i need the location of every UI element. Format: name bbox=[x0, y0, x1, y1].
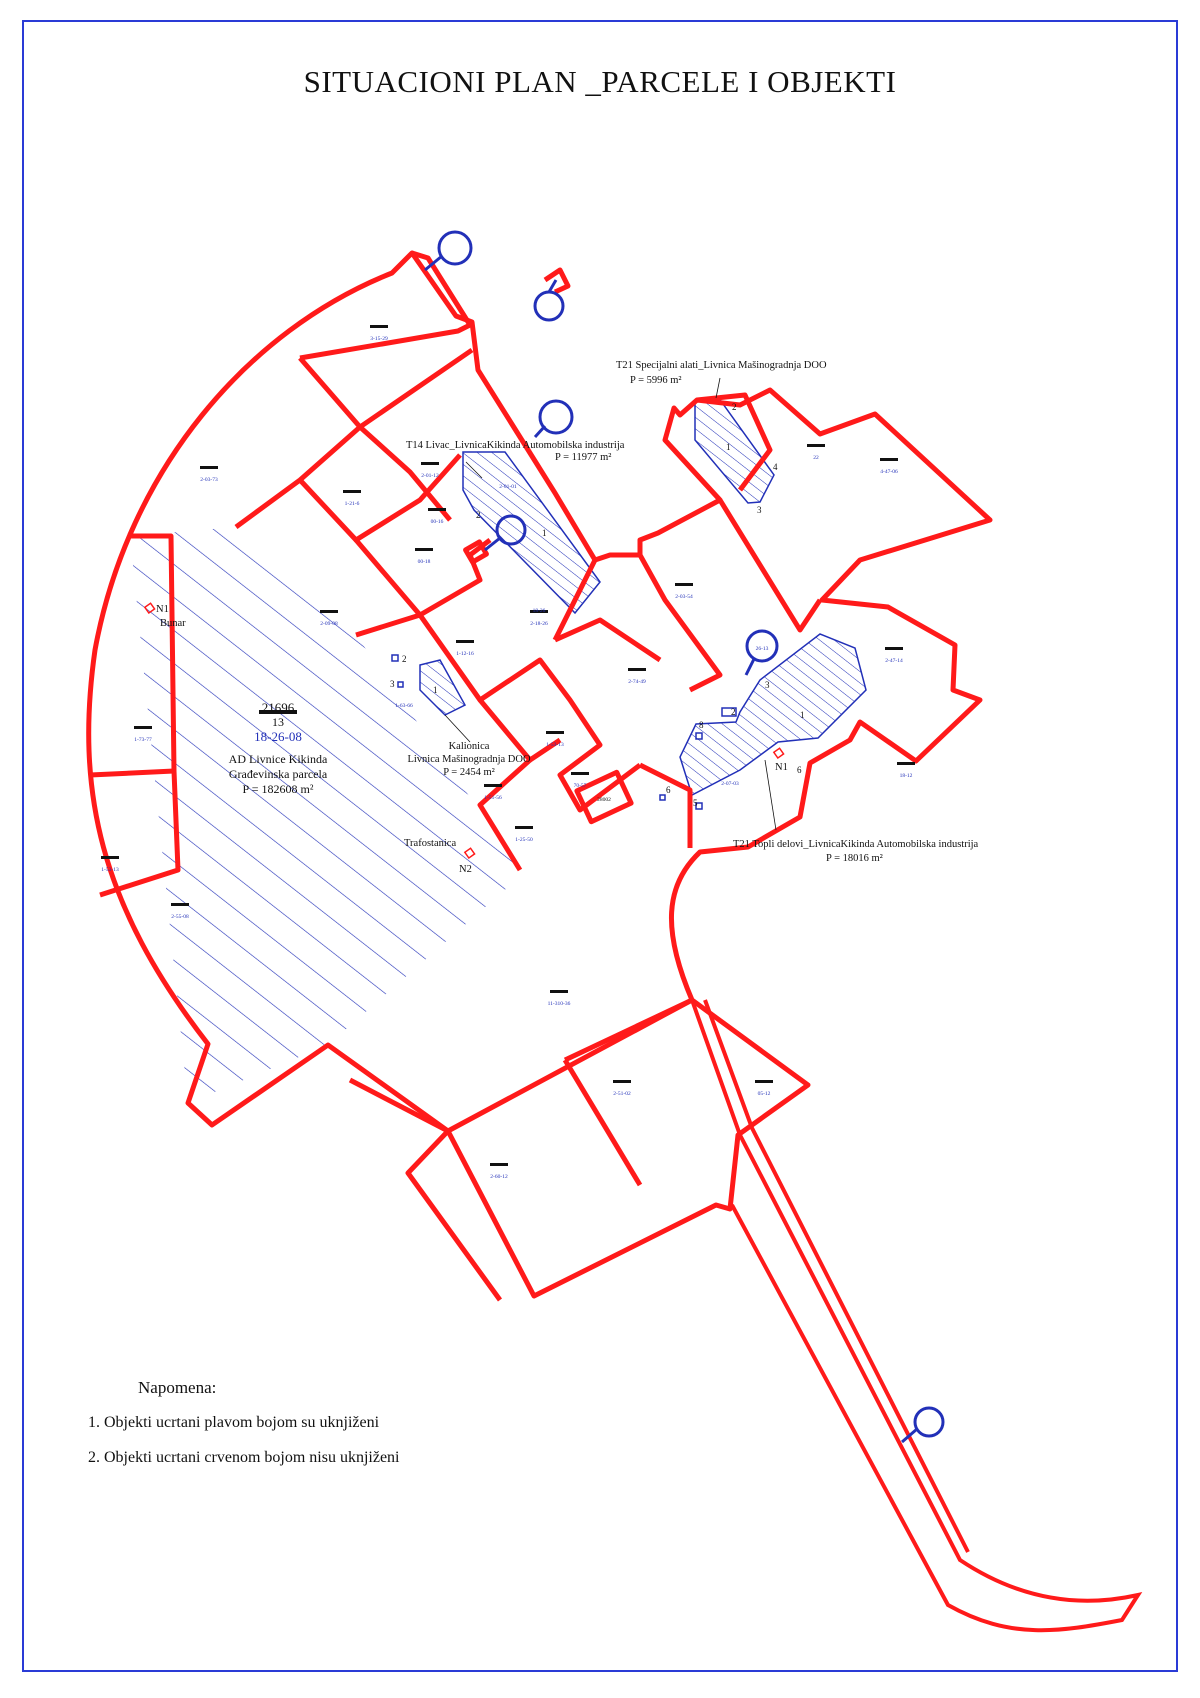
parcel-line-i bbox=[555, 620, 660, 660]
note-item-1: 1. Objekti ucrtani plavom bojom su uknjiženi bbox=[88, 1414, 380, 1431]
parcel-num-16 bbox=[807, 444, 825, 447]
main-parcel-owner: AD Livnice Kikinda bbox=[228, 752, 328, 766]
parcel-code-20: 2-47-14 bbox=[885, 658, 903, 664]
parcel-num-2 bbox=[200, 466, 218, 469]
obj-num-alati-1: 1 bbox=[726, 442, 731, 452]
parcel-line-d bbox=[356, 540, 490, 615]
n1-right-marker bbox=[774, 748, 784, 758]
parcel-code-10: 1-63-66 bbox=[395, 703, 413, 709]
parcel-code-21: 18-12 bbox=[899, 773, 913, 779]
parcel-num-13 bbox=[515, 826, 533, 829]
road-strip-inner bbox=[705, 1000, 968, 1552]
parcel-num-22 bbox=[171, 903, 189, 906]
obj-num-kal-3: 3 bbox=[390, 679, 395, 689]
parcel-code-16: 2-74-49 bbox=[628, 679, 646, 685]
parcel-code-1: 2-03-73 bbox=[200, 477, 218, 483]
obj-num-topli-8: 8 bbox=[699, 720, 704, 730]
note-item-2: 2. Objekti ucrtani crvenom bojom nisu uknjiženi bbox=[88, 1449, 400, 1466]
obj-num-topli-6: 6 bbox=[666, 785, 671, 795]
parcel-num-5 bbox=[428, 508, 446, 511]
obj-num-t14-2: 2 bbox=[476, 510, 481, 520]
parcel-line-b bbox=[300, 455, 460, 540]
parcel-code-27: 05-12 bbox=[757, 1091, 771, 1097]
parcel-code-4: 2-01-01 bbox=[499, 484, 517, 490]
t14-area: P = 11977 m² bbox=[555, 452, 612, 463]
bunar-label: Bunar bbox=[160, 618, 186, 629]
parcel-code-12: 1-53-13 bbox=[546, 742, 564, 748]
callout-arrow-t14 bbox=[535, 426, 545, 437]
parcel-line-k bbox=[640, 555, 720, 690]
trafostanica-label: Trafostanica bbox=[404, 838, 457, 849]
parcel-num-24 bbox=[613, 1080, 631, 1083]
parcel-code-14: 1-51-56 bbox=[484, 795, 502, 801]
t21-alati-area: P = 5996 m² bbox=[630, 375, 682, 386]
bunar-id: N1 bbox=[156, 604, 169, 615]
main-parcel-code: 18-26-08 bbox=[254, 729, 302, 744]
parcel-num-17 bbox=[880, 458, 898, 461]
parcel-num-3 bbox=[343, 490, 361, 493]
parcel-line-t bbox=[565, 1000, 692, 1060]
obj-num-kal-2: 2 bbox=[402, 654, 407, 664]
parcel-num-12 bbox=[484, 784, 502, 787]
parcel-code-13: 70-57 bbox=[573, 783, 587, 789]
notes-heading: Napomena: bbox=[138, 1378, 217, 1397]
obj-num-topli-3: 3 bbox=[765, 680, 770, 690]
parcel-code-8: 1-12-16 bbox=[456, 651, 474, 657]
parcel-code-28: 2-60-12 bbox=[490, 1174, 508, 1180]
parcel-num-4 bbox=[421, 462, 439, 465]
parcel-code-19: 4-47-06 bbox=[880, 469, 898, 475]
t21-alati-name: T21 Specijalni alati_Livnica Mašinogradnja DOO bbox=[616, 360, 827, 371]
parcel-line-r bbox=[565, 1060, 640, 1185]
parcel-num-8 bbox=[456, 640, 474, 643]
main-parcel-number: 21696 bbox=[261, 700, 295, 715]
parcel-num-25 bbox=[755, 1080, 773, 1083]
obj-num-right-0: 6 bbox=[797, 765, 802, 775]
obj-num-alati-4: 4 bbox=[773, 462, 778, 472]
small-object-6 bbox=[660, 795, 665, 800]
parcel-line-a bbox=[236, 427, 360, 527]
main-parcel-area: P = 182608 m² bbox=[242, 782, 314, 796]
parcel-num-20 bbox=[134, 726, 152, 729]
parcel-code-25: 11-310-36 bbox=[547, 1001, 571, 1007]
callout-circle-top2 bbox=[535, 292, 563, 320]
obj-num-alati-3: 3 bbox=[757, 505, 762, 515]
parcel-code-23: 1-53-13 bbox=[101, 867, 119, 873]
parcel-line-h bbox=[356, 615, 420, 635]
parcel-code-18: 22 bbox=[813, 455, 819, 461]
parcel-num-11 bbox=[571, 772, 589, 775]
obj-num-t14-1: 1 bbox=[542, 528, 547, 538]
obj-num-topli-5: 5 bbox=[693, 798, 698, 808]
parcel-code-29: 28002 bbox=[597, 797, 611, 803]
t14-name: T14 Livac_LivnicaKikinda Automobilska industrija bbox=[406, 440, 625, 451]
t21-topli-name: T21 Topli delovi_LivnicaKikinda Automobilska industrija bbox=[733, 839, 979, 850]
t21-topli-area: P = 18016 m² bbox=[826, 853, 883, 864]
parcel-code-3: 2-01-12 bbox=[421, 473, 439, 479]
parcel-code-30: 2-07-03 bbox=[721, 781, 739, 787]
n1-right-id: N1 bbox=[775, 762, 788, 773]
parcel-num-19 bbox=[897, 762, 915, 765]
parcel-num-26 bbox=[490, 1163, 508, 1166]
map-title: SITUACIONI PLAN _PARCELE I OBJEKTI bbox=[303, 64, 897, 99]
callout-circle-top bbox=[439, 232, 471, 264]
callout-arrow-right bbox=[746, 659, 754, 675]
leader-t21-alati bbox=[716, 378, 720, 398]
parcel-num-10 bbox=[546, 731, 564, 734]
callout-circle-road bbox=[915, 1408, 943, 1436]
parcel-code-15: 1-25-50 bbox=[515, 837, 533, 843]
parcel-line-f bbox=[480, 700, 560, 760]
parcel-num-18 bbox=[885, 647, 903, 650]
obj-num-kal-1: 1 bbox=[433, 685, 438, 695]
parcel-line-q bbox=[408, 1000, 692, 1300]
obj-num-topli-2: 2 bbox=[731, 707, 736, 717]
parcel-num-6 bbox=[415, 548, 433, 551]
parcel-line-s bbox=[350, 1080, 448, 1131]
parcel-line-p bbox=[640, 765, 690, 848]
kalionica-owner: Livnica Mašinogradnja DOO bbox=[407, 754, 531, 765]
obj-num-alati-2: 2 bbox=[732, 402, 737, 412]
parcel-code-6: 00-18 bbox=[417, 559, 431, 565]
parcel-code-17: 2-03-54 bbox=[675, 594, 693, 600]
small-object-2 bbox=[392, 655, 398, 661]
parcel-code-5: 00-16 bbox=[430, 519, 444, 525]
parcel-num-14 bbox=[628, 668, 646, 671]
kalionica-name: Kalionica bbox=[448, 741, 490, 752]
main-parcel-sub: 13 bbox=[272, 715, 284, 729]
leader-kalionica bbox=[445, 715, 470, 742]
main-parcel-type: Građevinska parcela bbox=[228, 767, 328, 781]
parcel-code-9: 2-18-26 bbox=[530, 621, 548, 627]
parcel-code-24: 2-55-08 bbox=[171, 914, 189, 920]
parcel-num-7 bbox=[320, 610, 338, 613]
parcel-code-26: 2-51-02 bbox=[613, 1091, 631, 1097]
parcel-num-15 bbox=[675, 583, 693, 586]
parcel-code-7: 2-09-08 bbox=[320, 621, 338, 627]
kalionica-area: P = 2454 m² bbox=[443, 767, 495, 778]
parcel-north-lower bbox=[300, 350, 472, 427]
parcel-num-21 bbox=[101, 856, 119, 859]
parcel-code-11: 18-26 bbox=[532, 608, 546, 614]
parcel-code-2: 1-21-6 bbox=[344, 501, 360, 507]
small-object-3 bbox=[398, 682, 403, 687]
parcel-code-22: 1-73-77 bbox=[134, 737, 152, 743]
obj-num-topli-1: 1 bbox=[800, 710, 805, 720]
parcel-line-l bbox=[720, 500, 820, 630]
parcel-code-31: 26-13 bbox=[755, 646, 769, 652]
parcel-num-23 bbox=[550, 990, 568, 993]
parcel-num-1 bbox=[370, 325, 388, 328]
parcel-code-0: 3-15-29 bbox=[370, 336, 388, 342]
trafostanica-id: N2 bbox=[459, 864, 472, 875]
